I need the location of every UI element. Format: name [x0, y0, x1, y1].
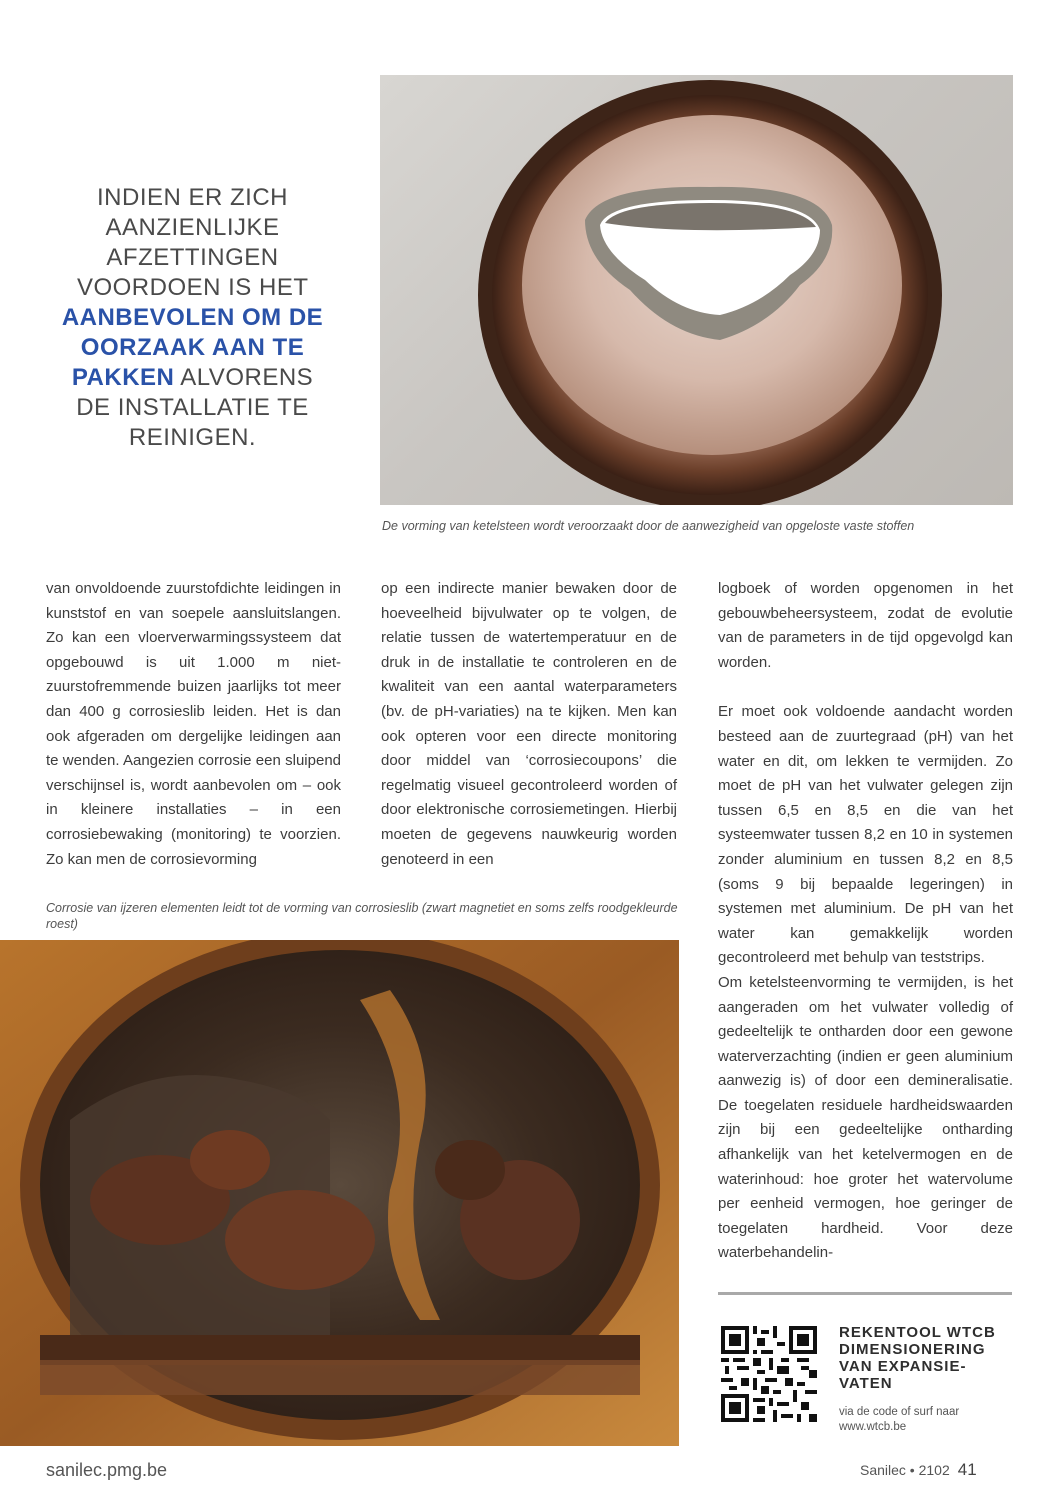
pull-quote-highlight: AANBEVOLEN OM DE OORZAAK AAN TE PAKKEN [61, 304, 324, 391]
footer-magazine-info [860, 1460, 977, 1480]
body-column-3 [718, 577, 1013, 1266]
body-column-2 [381, 577, 677, 872]
body-paragraph: logboek of worden opgenomen in het gebouwbeheersysteem, zodat de evolutie van de parameters in de tijd opgevolgd kan worden. [718, 580, 1013, 671]
body-paragraph: op een indirecte manier bewaken door de hoeveelheid bijvulwater op te volgen, de relatie tussen de watertemperatuur en de druk in de installatie te controleren en de kwaliteit van een aantal waterparameters (bv. de pH-variaties) na te kijken. Men kan ook opteren voor een directe monitoring door middel van ‘corrosiecoupons’ die regelmatig visueel gecontroleerd worden of door elektronische corrosiemetingen. Hierbij moeten de gegevens nauwkeurig worden genoteerd in een [381, 580, 677, 868]
photo-caption-bottom: Corrosie van ijzeren elementen leidt tot de vorming van corrosieslib (zwart magnetiet en soms zelfs roodgekleurde roest) [46, 901, 678, 931]
pull-quote-text-b: ALVORENS DE INSTALLATIE TE REINIGEN. [76, 364, 314, 451]
paragraph-spacer [718, 675, 1013, 700]
pull-quote [55, 183, 330, 453]
sidebar-text: via de code of surf naar www.wtcb.be [839, 1406, 960, 1433]
page-number: 41 [957, 1460, 977, 1479]
body-column-1 [46, 577, 341, 872]
boiler-scale-photo [380, 75, 1013, 505]
sidebar-title: REKENTOOL WTCB DIMENSIONERING VAN EXPANSIE-VATEN [839, 1324, 996, 1392]
body-paragraph: Er moet ook voldoende aandacht worden besteed aan de zuurtegraad (pH) van het water en dit, om lekken te vermijden. Zo moet de pH van het vulwater gelegen zijn tussen 6,5 en 8,5 en die van het systeemwater tussen 8,2 en 10 in systemen zonder aluminium en tussen 8,2 en 8,5 (soms 9 bij bepaalde legeringen) in systemen met aluminium. De pH van het water kan gemakkelijk worden gecontroleerd met behulp van teststrips. [718, 703, 1013, 967]
pull-quote-text-a: INDIEN ER ZICH AANZIENLIJKE AFZETTINGEN VOORDOEN IS HET [76, 184, 309, 301]
footer-website[interactable]: sanilec.pmg.be [46, 1460, 168, 1480]
photo-caption-top: De vorming van ketelsteen wordt veroorzaakt door de aanwezigheid van opgeloste vaste stoffen [382, 519, 915, 533]
body-paragraph: Om ketelsteenvorming te vermijden, is het aangeraden om het vulwater volledig of gedeeltelijk te ontharden door een gewone waterverzachting (indien er geen aluminium aanwezig is) of door een demineralisatie. De toegelaten residuele hardheidswaarden zijn bij een gedeeltelijke ontharding afhankelijk van het ketelvermogen en de waterinhoud: hoe groter het watervolume per eenheid vermogen, hoe geringer de toegelaten hardheid. Voor deze waterbehandelin- [718, 973, 1013, 1262]
qr-code[interactable] [721, 1326, 817, 1422]
footer-magazine: Sanilec • 2102 [860, 1462, 950, 1478]
body-paragraph: van onvoldoende zuurstofdichte leidingen in kunststof en van soepele aansluitslangen. Zo kan een vloerverwarmingssysteem dat opgebouwd is uit 1.000 m niet-zuurstofremmende buizen jaarlijks tot meer dan 400 g corrosieslib leiden. Het is dan ook afgeraden om dergelijke leidingen aan te wenden. Aangezien corrosie een sluipend verschijnsel is, wordt aanbevolen om – ook in kleinere installaties – in een corrosiebewaking (monitoring) te voorzien. Zo kan men de corrosievorming [46, 580, 341, 868]
corrosion-photo [0, 940, 679, 1446]
sidebar-divider [718, 1292, 1012, 1295]
